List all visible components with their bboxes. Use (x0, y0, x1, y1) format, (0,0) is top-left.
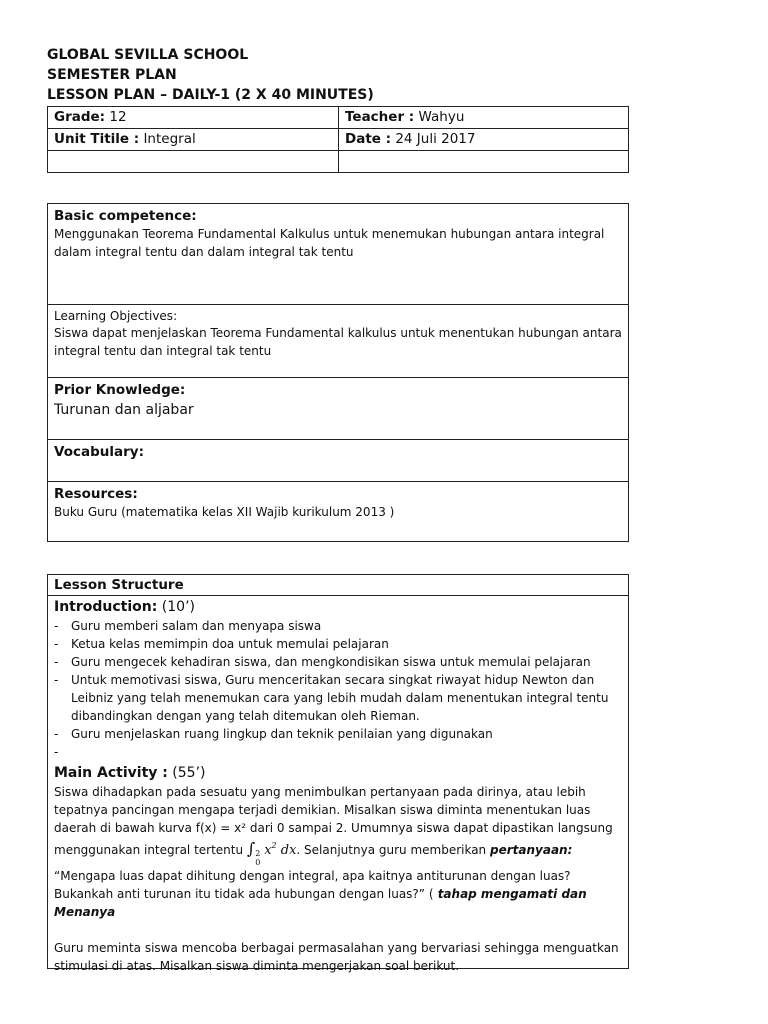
basic-competence-text: Menggunakan Teorema Fundamental Kalkulus untuk menemukan hubungan antara integral dalam integral tentu dan dalam integral tak tentu (54, 227, 605, 259)
introduction-heading (54, 598, 622, 617)
teacher-value: Wahyu (414, 109, 465, 125)
introduction-list (54, 617, 622, 761)
integral-lower-limit: 0 (255, 858, 261, 867)
list-item: - Guru mengecek kehadiran siswa, dan mengkondisikan siswa untuk memulai pelajaran (54, 653, 622, 671)
integral-expression (246, 839, 297, 867)
question-label: pertanyaan: (490, 843, 573, 857)
vocabulary-heading: Vocabulary: (54, 444, 144, 460)
integral-upper-limit: 2 (255, 849, 261, 858)
basic-competence-section (48, 204, 628, 305)
main-activity-paragraph-2: Guru meminta siswa mencoba berbagai permasalahan yang bervariasi sehingga menguatkan stimulasi di atas. Misalkan siswa diminta mengerjakan soal berikut. (54, 941, 619, 973)
lesson-structure-body (48, 596, 628, 975)
resources-section (48, 482, 628, 541)
introduction-time: (10’) (157, 599, 195, 615)
integral-differential: dx (276, 843, 297, 858)
integral-limits (255, 849, 260, 867)
question-stage: tahap mengamati dan Menanya (54, 887, 587, 919)
main-activity-time: (55’) (167, 765, 206, 781)
date-cell (339, 129, 628, 149)
grade-label: Grade: (54, 109, 106, 125)
main-activity-heading (54, 764, 622, 783)
date-label: Date : (345, 131, 392, 147)
list-item: - Guru memberi salam dan menyapa siswa (54, 617, 622, 635)
basic-competence-heading: Basic competence: (54, 208, 197, 224)
prior-knowledge-heading: Prior Knowledge: (54, 382, 186, 398)
unit-value: Integral (139, 131, 196, 147)
list-item: - Untuk memotivasi siswa, Guru menceritakan secara singkat riwayat hidup Newton dan Leibniz yang telah menemukan cara yang lebih mudah dalam menentukan integral tentu dibandingkan dengan yang telah ditemukan oleh Rieman. (54, 671, 622, 725)
list-item: - Guru menjelaskan ruang lingkup dan teknik penilaian yang digunakan (54, 725, 622, 743)
grade-cell (48, 107, 338, 127)
learning-objectives-text: Siswa dapat menjelaskan Teorema Fundamental kalkulus untuk menentukan hubungan antara integral tentu dan integral tak tentu (54, 326, 622, 358)
integrand-variable: x (264, 843, 272, 858)
lesson-structure-heading: Lesson Structure (54, 577, 184, 593)
list-item (54, 743, 622, 761)
empty-cell (339, 151, 629, 173)
unit-cell (48, 129, 338, 149)
competence-box (47, 203, 629, 542)
integral-sign: ∫ (246, 839, 256, 858)
integrand-exponent: 2 (271, 841, 277, 850)
lesson-structure-header (48, 575, 628, 596)
date-value: 24 Juli 2017 (391, 131, 476, 147)
vocabulary-section (48, 440, 628, 482)
list-item: - Ketua kelas memimpin doa untuk memulai pelajaran (54, 635, 622, 653)
main-activity-text-continued: . Selanjutnya guru memberikan (296, 843, 487, 857)
main-activity-paragraph (54, 783, 622, 921)
learning-objectives-heading: Learning Objectives: (54, 309, 178, 323)
school-name: GLOBAL SEVILLA SCHOOL (47, 47, 249, 63)
empty-cell (48, 151, 339, 173)
semester-plan-title: SEMESTER PLAN (47, 67, 177, 83)
teacher-label: Teacher : (345, 109, 415, 125)
lesson-structure-box (47, 574, 629, 973)
introduction-label: Introduction: (54, 599, 158, 615)
main-activity-text: Siswa dihadapkan pada sesuatu yang menimbulkan pertanyaan pada dirinya, atau lebih tepatnya pancingan mengapa terjadi demikian. Misalkan siswa diminta menentukan luas daerah di bawah kurva f(x) = x² dari 0 sampai 2. Umumnya siswa dapat dipastikan langsung menggunakan integral tertentu (54, 785, 613, 857)
question-text: “Mengapa luas dapat dihitung dengan integral, apa kaitnya antiturunan dengan luas? Bukankah anti turunan itu tidak ada hubungan dengan luas?” ( (54, 869, 571, 901)
prior-knowledge-section (48, 378, 628, 440)
prior-knowledge-text: Turunan dan aljabar (54, 402, 194, 418)
resources-text: Buku Guru (matematika kelas XII Wajib kurikulum 2013 ) (54, 505, 395, 519)
grade-value: 12 (105, 109, 127, 125)
teacher-cell (339, 107, 628, 127)
main-activity-label: Main Activity : (54, 765, 168, 781)
info-table (47, 106, 629, 173)
unit-label: Unit Titile : (54, 131, 140, 147)
lesson-plan-title: LESSON PLAN – DAILY-1 (2 X 40 MINUTES) (47, 87, 374, 103)
learning-objectives-section (48, 305, 628, 378)
resources-heading: Resources: (54, 486, 138, 502)
